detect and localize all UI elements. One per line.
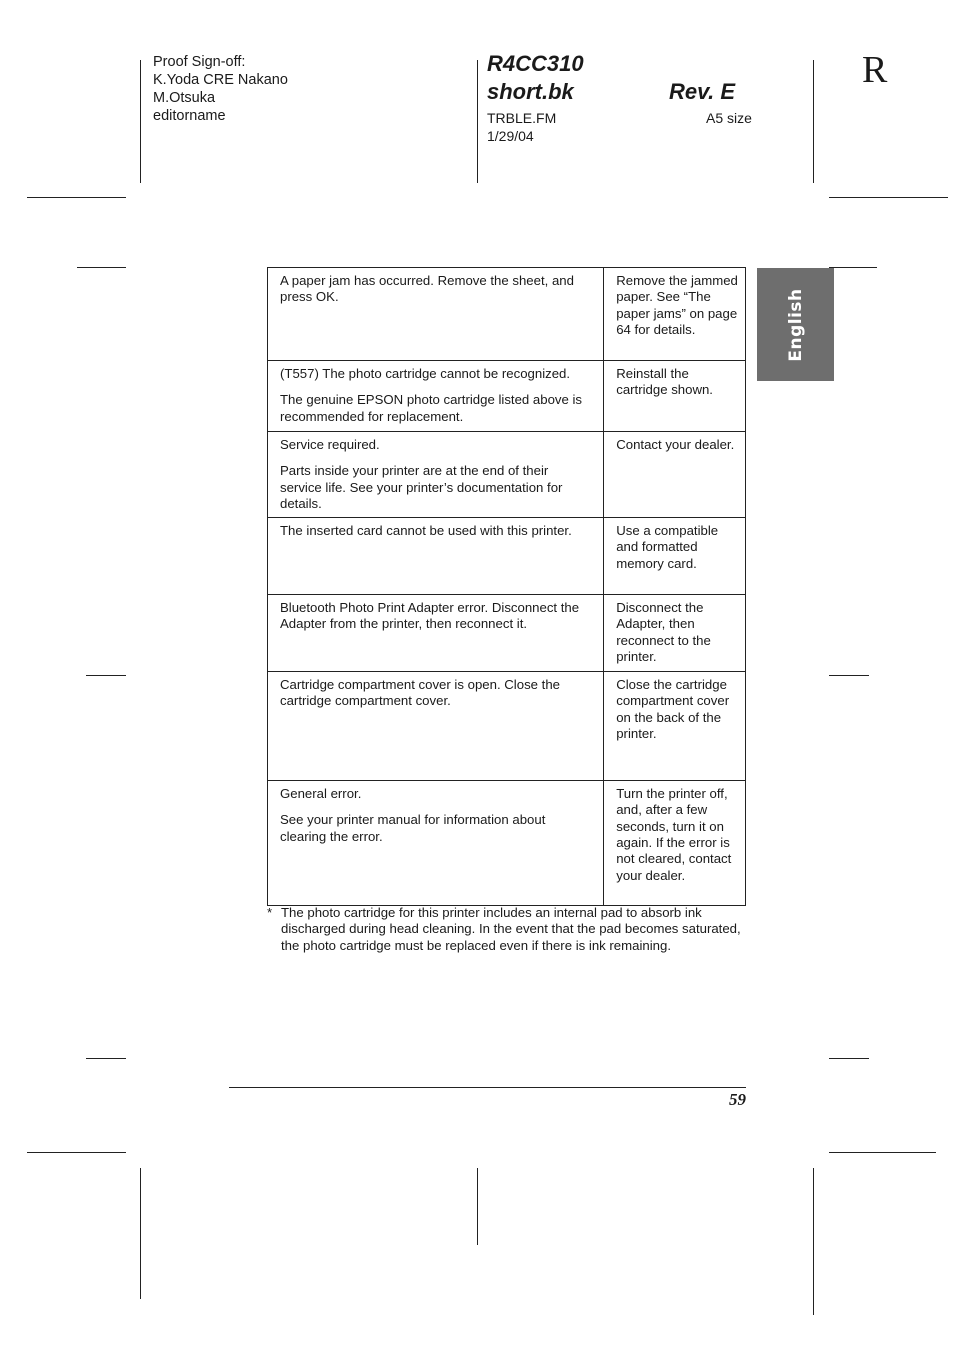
error-message-cell xyxy=(268,518,604,595)
error-table xyxy=(267,267,746,906)
error-message-cell xyxy=(268,781,604,906)
solution-cell: Use a compatible and formatted memory card. xyxy=(604,518,746,595)
page-size: A5 size xyxy=(706,110,752,126)
error-message-cell xyxy=(268,268,604,361)
table-row xyxy=(268,268,746,361)
crop-mark xyxy=(86,1058,126,1059)
solution-cell: Disconnect the Adapter, then reconnect to the printer. xyxy=(604,595,746,672)
error-message-cell xyxy=(268,672,604,781)
solution-cell: Turn the printer off, and, after a few seconds, turn it on again. If the error is not cleared, contact your dealer. xyxy=(604,781,746,906)
table-row xyxy=(268,361,746,432)
footnote xyxy=(267,905,747,954)
book-title-line2: short.bk xyxy=(487,79,574,104)
crop-mark xyxy=(829,675,869,676)
crop-mark xyxy=(27,197,126,198)
proof-line: editorname xyxy=(153,108,226,124)
crop-mark xyxy=(27,1152,126,1153)
solution-cell: Remove the jammed paper. See “The paper jams” on page 64 for details. xyxy=(604,268,746,361)
crop-mark xyxy=(813,60,814,183)
error-message-cell xyxy=(268,432,604,518)
crop-mark xyxy=(829,267,877,268)
page-number: 59 xyxy=(729,1090,746,1109)
table-row xyxy=(268,672,746,781)
table-row xyxy=(268,595,746,672)
error-message: Service required. xyxy=(280,437,380,452)
crop-mark xyxy=(477,1168,478,1245)
solution-cell: Contact your dealer. xyxy=(604,432,746,518)
crop-mark xyxy=(829,1152,936,1153)
revision-label: Rev. E xyxy=(669,79,736,104)
error-detail: The genuine EPSON photo cartridge listed above is recommended for replacement. xyxy=(280,392,583,424)
file-name: TRBLE.FM xyxy=(487,110,557,126)
error-message: A paper jam has occurred. Remove the sheet, and press OK. xyxy=(280,273,574,305)
corner-letter: R xyxy=(862,49,888,91)
table-row xyxy=(268,518,746,595)
footer-rule xyxy=(229,1087,746,1088)
crop-mark xyxy=(140,1168,141,1299)
solution-cell: Reinstall the cartridge shown. xyxy=(604,361,746,432)
error-message: The inserted card cannot be used with this printer. xyxy=(280,523,572,539)
language-tab-label: English xyxy=(785,287,806,362)
file-date: 1/29/04 xyxy=(487,128,534,144)
proof-signoff xyxy=(153,53,288,125)
proof-line: K.Yoda CRE Nakano xyxy=(153,72,288,88)
error-message-cell xyxy=(268,361,604,432)
crop-mark xyxy=(140,60,141,183)
crop-mark xyxy=(77,267,126,268)
error-message: Bluetooth Photo Print Adapter error. Disconnect the Adapter from the printer, then reconnect it. xyxy=(280,600,580,632)
proof-line: Proof Sign-off: xyxy=(153,54,246,70)
error-message-cell xyxy=(268,595,604,672)
crop-mark xyxy=(813,1168,814,1315)
crop-mark xyxy=(829,1058,869,1059)
error-detail: Parts inside your printer are at the end of their service life. See your printer’s documentation for details. xyxy=(280,463,563,511)
footnote-text: The photo cartridge for this printer includes an internal pad to absorb ink discharged during head cleaning. In the event that the pad becomes saturated, the photo cartridge must be replaced even if there is ink remaining. xyxy=(281,905,741,953)
footnote-marker: * xyxy=(267,905,273,920)
crop-mark xyxy=(477,60,478,183)
error-message: (T557) The photo cartridge cannot be recognized. xyxy=(280,366,571,381)
error-detail: See your printer manual for information about clearing the error. xyxy=(280,812,546,844)
solution-cell: Close the cartridge compartment cover on the back of the printer. xyxy=(604,672,746,781)
error-message: General error. xyxy=(280,786,362,802)
crop-mark xyxy=(86,675,126,676)
crop-mark xyxy=(829,197,948,198)
table-row xyxy=(268,781,746,906)
error-message: Cartridge compartment cover is open. Close the cartridge compartment cover. xyxy=(280,677,560,709)
book-title-line1: R4CC310 xyxy=(487,51,584,76)
proof-line: M.Otsuka xyxy=(153,90,216,106)
table-row xyxy=(268,432,746,518)
language-tab xyxy=(757,268,834,381)
